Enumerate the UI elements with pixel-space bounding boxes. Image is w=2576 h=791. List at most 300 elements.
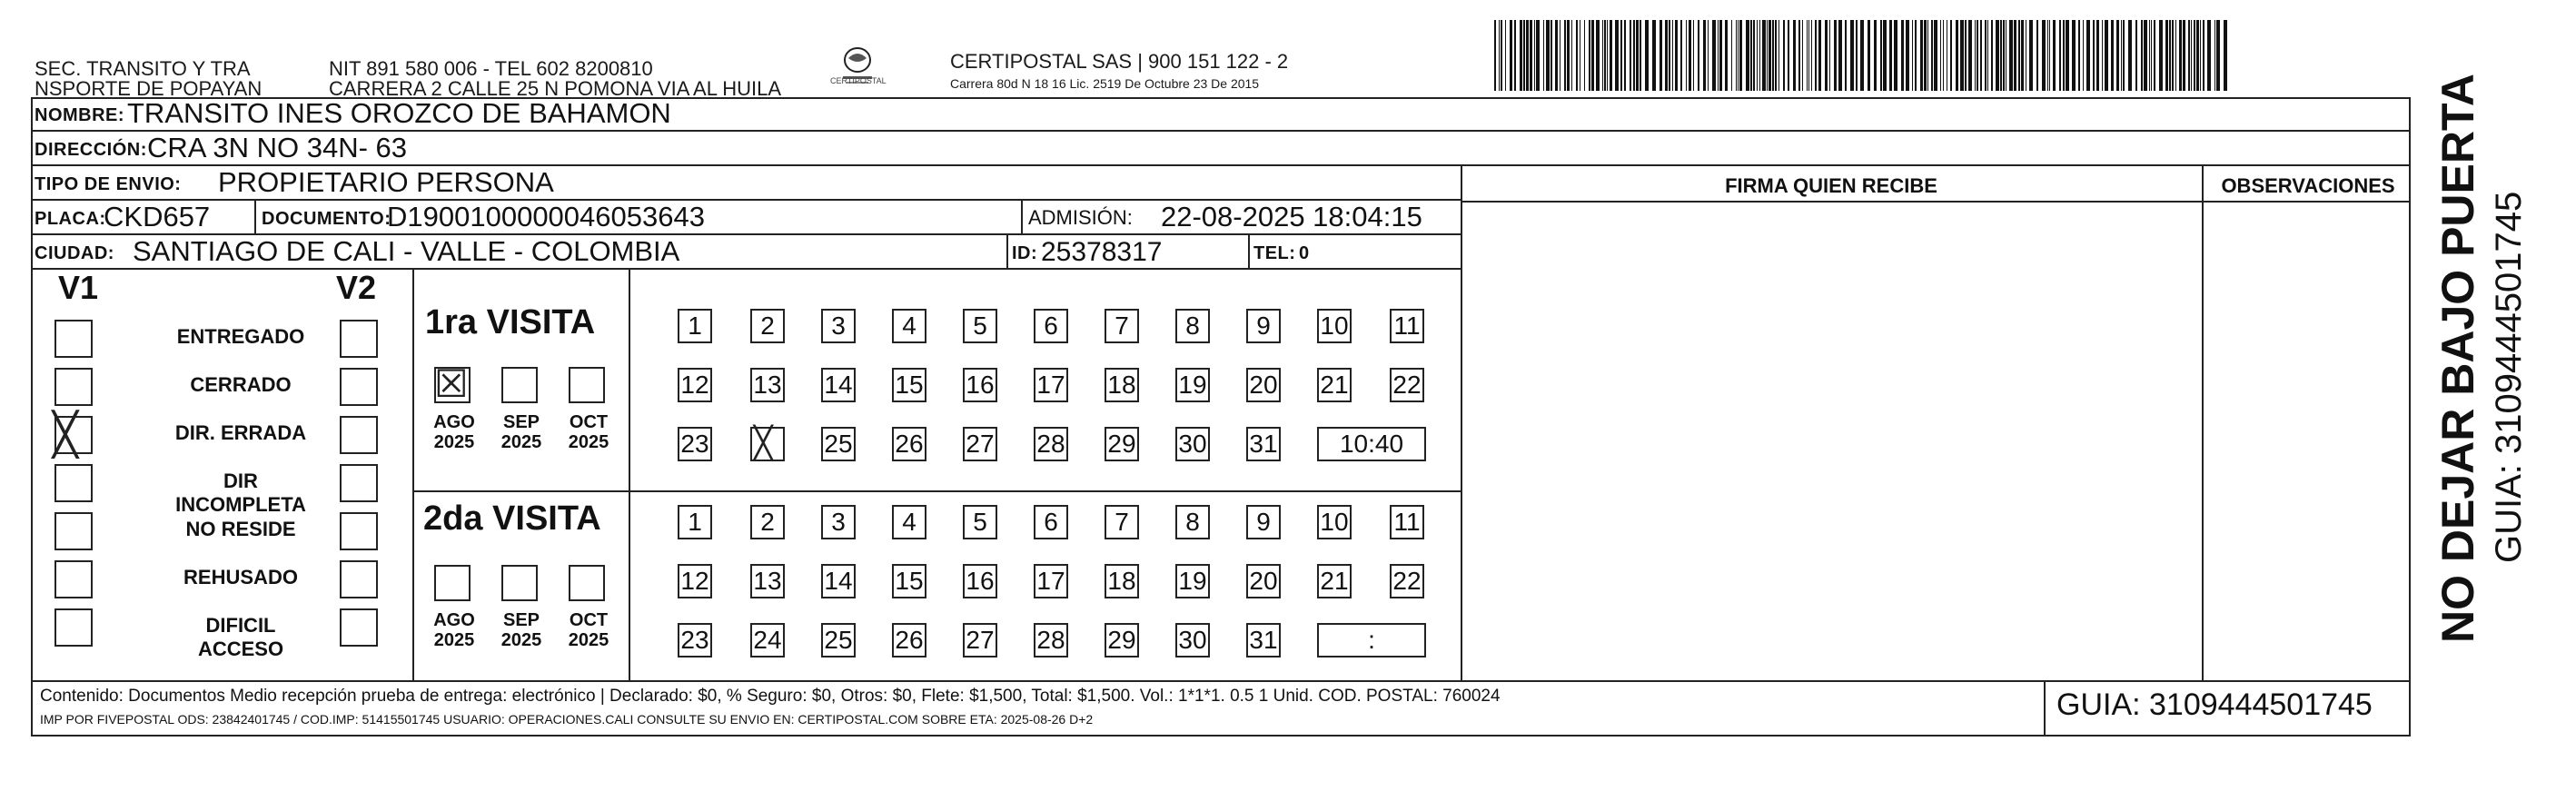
barcode-bar <box>1931 20 1933 91</box>
barcode-bar <box>1802 20 1803 91</box>
barcode-bar <box>1783 20 1785 91</box>
barcode-bar <box>1987 20 1988 91</box>
ciudad-row <box>31 235 1461 270</box>
barcode-bar <box>1640 20 1641 91</box>
barcode-bar <box>2194 20 2195 91</box>
barcode-bar <box>2188 20 2190 91</box>
month-label: SEP 2025 <box>500 610 542 650</box>
barcode-bar <box>1693 20 1694 91</box>
barcode-bar <box>1591 20 1594 91</box>
day-box[interactable]: 11 <box>1390 309 1424 343</box>
barcode-bar <box>2179 20 2182 91</box>
day-box[interactable]: 6 <box>1034 309 1068 343</box>
day-box[interactable]: 31 <box>1246 623 1281 658</box>
barcode-bar <box>1767 20 1768 91</box>
barcode-bar <box>1788 20 1789 91</box>
visit1-title: 1ra VISITA <box>425 303 596 341</box>
placa-label: PLACA: <box>35 209 106 229</box>
day-box[interactable]: 28 <box>1034 427 1068 461</box>
barcode-bar <box>2159 20 2163 91</box>
barcode-bar <box>1977 20 1978 91</box>
signature-area[interactable] <box>1466 205 2198 677</box>
v2-checkbox[interactable] <box>340 608 378 647</box>
status-option-label: NO RESIDE <box>185 518 296 540</box>
barcode-bar <box>2009 20 2013 91</box>
status-divider <box>412 270 414 680</box>
barcode-bar <box>1943 20 1944 91</box>
barcode-bar <box>1607 20 1608 91</box>
barcode-bar <box>1920 20 1923 91</box>
barcode-bar <box>2018 20 2020 91</box>
placa-value: CKD657 <box>104 201 211 232</box>
barcode-bar <box>1834 20 1837 91</box>
barcode-bar <box>1762 20 1766 91</box>
barcode-bar <box>1708 20 1709 91</box>
day-box[interactable]: 27 <box>963 427 997 461</box>
day-box[interactable]: 16 <box>963 564 997 598</box>
barcode-bar <box>1980 20 1982 91</box>
day-box[interactable]: 3 <box>821 309 856 343</box>
barcode-bar <box>1985 20 1986 91</box>
day-box[interactable]: 18 <box>1105 368 1139 402</box>
barcode-bar <box>1536 20 1540 91</box>
day-box[interactable]: 13 <box>750 368 785 402</box>
barcode-bar <box>1555 20 1558 91</box>
tipo-value: PROPIETARIO PERSONA <box>218 166 554 198</box>
barcode-bar <box>1680 20 1682 91</box>
day-box[interactable]: 28 <box>1034 623 1068 658</box>
barcode-bar <box>2165 20 2168 91</box>
barcode-bar <box>2029 20 2033 91</box>
month-label: AGO 2025 <box>433 610 475 650</box>
barcode-bar <box>1686 20 1687 91</box>
barcode-bar <box>1505 20 1506 91</box>
day-box[interactable]: 25 <box>821 623 856 658</box>
day-box[interactable]: 11 <box>1390 505 1424 539</box>
barcode-bar <box>1645 20 1649 91</box>
v1-checkbox[interactable] <box>53 410 93 459</box>
month-checkbox[interactable] <box>501 565 538 601</box>
time-box[interactable]: 10:40 <box>1317 427 1426 461</box>
sender-nit: NIT 891 580 006 - TEL 602 8200810 <box>329 57 653 80</box>
day-box[interactable]: 8 <box>1175 505 1210 539</box>
barcode-bar <box>1927 20 1928 91</box>
barcode-bar <box>1530 20 1532 91</box>
barcode-bar <box>1934 20 1937 91</box>
day-box[interactable]: 17 <box>1034 564 1068 598</box>
day-box[interactable]: 26 <box>892 427 926 461</box>
barcode-bar <box>2154 20 2155 91</box>
status-option-label: REHUSADO <box>183 566 298 588</box>
month-label: OCT 2025 <box>568 610 609 650</box>
barcode-bar <box>2047 20 2048 91</box>
v2-label: V2 <box>336 269 377 306</box>
day-box[interactable]: 3 <box>821 505 856 539</box>
barcode-bar <box>2200 20 2201 91</box>
day-box[interactable]: 30 <box>1175 427 1210 461</box>
barcode-bar <box>1829 20 1830 91</box>
footer-guia: GUIA: 3109444501745 <box>2056 687 2373 722</box>
barcode-bar <box>2128 20 2132 91</box>
barcode-bar <box>1534 20 1535 91</box>
barcode-bar <box>1772 20 1774 91</box>
day-box[interactable]: 15 <box>892 368 926 402</box>
month-checkbox[interactable] <box>501 367 538 403</box>
barcode-bar <box>1746 20 1749 91</box>
day-box[interactable]: 5 <box>963 309 997 343</box>
barcode-bar <box>2066 20 2069 91</box>
v2-checkbox[interactable] <box>340 560 378 598</box>
barcode-bar <box>1811 20 1812 91</box>
barcode-bar <box>1856 20 1858 91</box>
barcode-bar <box>1775 20 1777 91</box>
signature-header-line <box>1461 201 2411 203</box>
day-box[interactable]: 15 <box>892 564 926 598</box>
barcode-bar <box>1915 20 1917 91</box>
barcode-bar <box>1719 20 1722 91</box>
logo-text: CERTIPOSTAL <box>830 76 887 85</box>
footer-top-line <box>31 680 2411 682</box>
barcode-bar <box>2102 20 2103 91</box>
footer-imp-line: IMP POR FIVEPOSTAL ODS: 23842401745 / COD.IMP: 51415501745 USUARIO: OPERACIONES.CALI CONSULTE SU ENVIO EN: CERTIPOSTAL.COM SOBRE ETA: 2025-08-26 D+2 <box>40 712 1094 727</box>
v1-label: V1 <box>58 269 99 306</box>
v1-checkbox[interactable] <box>54 368 93 406</box>
firma-label: FIRMA QUIEN RECIBE <box>1725 174 1937 197</box>
barcode-bar <box>2053 20 2056 91</box>
barcode-bar <box>1523 20 1525 91</box>
day-box[interactable]: 23 <box>678 623 712 658</box>
month-check-mark: ☒ <box>434 361 469 406</box>
barcode-bar <box>1793 20 1796 91</box>
barcode-bar <box>1636 20 1639 91</box>
barcode-bar <box>2175 20 2176 91</box>
day-box[interactable]: 6 <box>1034 505 1068 539</box>
day-box[interactable]: 7 <box>1105 309 1139 343</box>
barcode-bar <box>2093 20 2095 91</box>
barcode-bar <box>1712 20 1716 91</box>
license-line: Carrera 80d N 18 16 Lic. 2519 De Octubre 23 De 2015 <box>950 76 1260 91</box>
v2-checkbox[interactable] <box>340 416 378 454</box>
direccion-label: DIRECCIÓN: <box>35 140 147 160</box>
barcode-bar <box>1660 20 1662 91</box>
v1-checkbox[interactable] <box>54 560 93 598</box>
barcode-bar <box>1815 20 1817 91</box>
barcode-bar <box>1589 20 1590 91</box>
barcode-bar <box>2214 20 2215 91</box>
barcode-bar <box>2063 20 2065 91</box>
barcode-bar <box>2003 20 2005 91</box>
barcode-bar <box>1698 20 1699 91</box>
v1-checkbox[interactable] <box>54 320 93 358</box>
barcode-bar <box>2172 20 2174 91</box>
time-box[interactable]: : <box>1317 623 1426 658</box>
barcode-bar <box>1494 20 1496 91</box>
barcode-bar <box>2224 20 2227 91</box>
barcode-bar <box>2105 20 2108 91</box>
day-box[interactable]: 12 <box>678 368 712 402</box>
status-option-label: DIR. ERRADA <box>174 421 307 444</box>
barcode-bar <box>2049 20 2050 91</box>
ciudad-value: SANTIAGO DE CALI - VALLE - COLOMBIA <box>133 235 680 267</box>
barcode-bar <box>1571 20 1572 91</box>
month-label: AGO 2025 <box>433 412 475 452</box>
barcode-bar <box>1510 20 1512 91</box>
direccion-row <box>31 132 2411 166</box>
day-box[interactable]: 19 <box>1175 368 1210 402</box>
day-box[interactable]: 2 <box>750 505 785 539</box>
barcode-bar <box>1825 20 1828 91</box>
barcode-bar <box>2083 20 2084 91</box>
month-checkbox[interactable] <box>434 565 471 601</box>
barcode-bar <box>1960 20 1964 91</box>
nombre-value: TRANSITO INES OROZCO DE BAHAMON <box>127 97 671 129</box>
barcode-bar <box>2072 20 2076 91</box>
barcode-bar <box>1576 20 1578 91</box>
barcode-bar <box>1736 20 1737 91</box>
barcode-bar <box>2086 20 2090 91</box>
day-box[interactable]: 10 <box>1317 505 1352 539</box>
barcode-bar <box>1630 20 1631 91</box>
barcode-bar <box>1669 20 1670 91</box>
day-box[interactable]: 22 <box>1390 564 1424 598</box>
day-box[interactable]: 19 <box>1175 564 1210 598</box>
barcode-bar <box>1615 20 1619 91</box>
barcode-bar <box>1753 20 1755 91</box>
barcode-bar <box>1950 20 1952 91</box>
tipo-label: TIPO DE ENVIO: <box>35 174 182 194</box>
day-box[interactable]: 2 <box>750 309 785 343</box>
sender-address: CARRERA 2 CALLE 25 N POMONA VIA AL HUILA <box>329 77 782 100</box>
barcode-bar <box>1624 20 1626 91</box>
barcode-bar <box>1798 20 1800 91</box>
status-option-label: DIR INCOMPLETA <box>175 470 306 516</box>
day-box[interactable]: 21 <box>1317 564 1352 598</box>
v2-checkbox[interactable] <box>340 512 378 550</box>
month-checkbox[interactable] <box>434 361 471 406</box>
day-box[interactable]: 12 <box>678 564 712 598</box>
observaciones-label: OBSERVACIONES <box>2221 174 2395 197</box>
barcode-bar <box>2111 20 2114 91</box>
signature-divider <box>1461 166 1462 680</box>
barcode-bar <box>1874 20 1877 91</box>
barcode-bar <box>1818 20 1821 91</box>
barcode-bar <box>1739 20 1742 91</box>
barcode-bar <box>1689 20 1691 91</box>
month-label: OCT 2025 <box>568 412 609 452</box>
barcode-bar <box>1868 20 1870 91</box>
barcode-bar <box>2151 20 2152 91</box>
status-option-label: ENTREGADO <box>176 325 305 348</box>
barcode-bar <box>1738 20 1739 91</box>
barcode-bar <box>2169 20 2171 91</box>
barcode-bar <box>1769 20 1771 91</box>
barcode-bar <box>1808 20 1809 91</box>
barcode-bar <box>1906 20 1909 91</box>
barcode-bar <box>1975 20 1976 91</box>
nombre-row <box>31 97 2411 132</box>
day-box[interactable]: 1 <box>678 505 712 539</box>
barcode-bar <box>1543 20 1544 91</box>
placa-row <box>31 201 1461 235</box>
tel-value: 0 <box>1299 243 1310 263</box>
day-box[interactable]: 24 <box>750 623 785 658</box>
day-box[interactable]: 26 <box>892 623 926 658</box>
admision-value: 22-08-2025 18:04:15 <box>1161 201 1422 232</box>
direccion-value: CRA 3N NO 34N- 63 <box>147 132 407 163</box>
barcode-bar <box>1652 20 1656 91</box>
v1-checkbox[interactable] <box>54 512 93 550</box>
day-box[interactable]: 16 <box>963 368 997 402</box>
day-box[interactable]: 17 <box>1034 368 1068 402</box>
barcode-bar <box>2123 20 2125 91</box>
barcode-bar <box>1860 20 1864 91</box>
barcode-bar <box>1924 20 1927 91</box>
day-box[interactable]: 31 <box>1246 427 1281 461</box>
barcode-bar <box>1807 20 1808 91</box>
visit-month-divider <box>629 270 630 680</box>
month-label: SEP 2025 <box>500 412 542 452</box>
barcode-bar <box>1845 20 1847 91</box>
day-box[interactable]: 25 <box>821 427 856 461</box>
month-checkbox[interactable] <box>569 367 605 403</box>
barcode-bar <box>1610 20 1612 91</box>
day-box[interactable]: 18 <box>1105 564 1139 598</box>
barcode-bar <box>1665 20 1668 91</box>
barcode-bar <box>1757 20 1758 91</box>
day-box[interactable]: 27 <box>963 623 997 658</box>
company-line: CERTIPOSTAL SAS | 900 151 122 - 2 <box>950 50 1289 73</box>
barcode-bar <box>2021 20 2024 91</box>
observaciones-area[interactable] <box>2207 205 2407 677</box>
id-label: ID: <box>1012 243 1038 263</box>
barcode-bar <box>2191 20 2192 91</box>
v2-checkbox[interactable] <box>340 320 378 358</box>
footer-contenido: Contenido: Documentos Medio recepción prueba de entrega: electrónico | Declarado: $0, % Seguro: $0, Otros: $0, Flete: $1,500, Total: $1,500. Vol.: 1*1*1. 0.5 1 Unid. COD. POSTAL: 760024 <box>40 687 1501 706</box>
no-dejar-bajo-puerta: NO DEJAR BAJO PUERTA <box>2432 74 2483 643</box>
day-box[interactable]: 5 <box>963 505 997 539</box>
barcode-bar <box>2207 20 2211 91</box>
day-box[interactable]: 21 <box>1317 368 1352 402</box>
barcode-bar <box>2000 20 2002 91</box>
day-box[interactable]: 14 <box>821 368 856 402</box>
ciudad-label: CIUDAD: <box>35 243 114 263</box>
day-box[interactable]: 9 <box>1246 505 1281 539</box>
day-box[interactable]: 23 <box>678 427 712 461</box>
barcode-bar <box>1991 20 1993 91</box>
day-box[interactable]: 30 <box>1175 623 1210 658</box>
v1-checkbox[interactable] <box>54 608 93 647</box>
visit-divider <box>412 490 1461 492</box>
barcode-bar <box>1546 20 1550 91</box>
id-value: 25378317 <box>1041 237 1163 267</box>
barcode-bar <box>2078 20 2080 91</box>
barcode-bar <box>2116 20 2119 91</box>
barcode-bar <box>1912 20 1913 91</box>
barcode-bar <box>2216 20 2220 91</box>
day-box[interactable]: 4 <box>892 309 926 343</box>
barcode-bar <box>1759 20 1760 91</box>
barcode-bar <box>2203 20 2204 91</box>
barcode <box>1494 20 2232 91</box>
barcode-bar <box>2141 20 2143 91</box>
barcode-bar <box>1501 20 1502 91</box>
day-box[interactable]: 4 <box>892 505 926 539</box>
day-box[interactable]: 9 <box>1246 309 1281 343</box>
barcode-bar <box>2014 20 2016 91</box>
barcode-bar <box>1883 20 1887 91</box>
day-box[interactable]: 13 <box>750 564 785 598</box>
day-box[interactable]: 8 <box>1175 309 1210 343</box>
barcode-bar <box>2196 20 2199 91</box>
barcode-bar <box>1633 20 1635 91</box>
barcode-bar <box>1731 20 1732 91</box>
barcode-bar <box>1850 20 1854 91</box>
month-checkbox[interactable] <box>569 565 605 601</box>
v2-checkbox[interactable] <box>340 464 378 502</box>
barcode-bar <box>2183 20 2185 91</box>
visit2-title: 2da VISITA <box>423 499 601 538</box>
barcode-bar <box>1996 20 1999 91</box>
barcode-bar <box>1880 20 1882 91</box>
barcode-bar <box>1514 20 1516 91</box>
barcode-bar <box>2121 20 2122 91</box>
day-box[interactable]: 14 <box>821 564 856 598</box>
barcode-bar <box>1718 20 1719 91</box>
tel-label: TEL: <box>1253 243 1296 263</box>
barcode-bar <box>1602 20 1603 91</box>
barcode-bar <box>2149 20 2150 91</box>
day-box[interactable]: 29 <box>1105 623 1139 658</box>
nombre-label: NOMBRE: <box>35 105 125 125</box>
barcode-bar <box>1551 20 1552 91</box>
barcode-bar <box>2042 20 2046 91</box>
barcode-bar <box>1672 20 1673 91</box>
documento-label: DOCUMENTO: <box>262 209 391 229</box>
barcode-bar <box>1778 20 1779 91</box>
barcode-bar <box>2135 20 2137 91</box>
barcode-bar <box>1520 20 1522 91</box>
barcode-bar <box>1889 20 1892 91</box>
side-guia: GUIA: 3109444501745 <box>2489 191 2529 563</box>
barcode-bar <box>1620 20 1622 91</box>
v1-check-mark: ╳ <box>53 410 78 459</box>
barcode-bar <box>1956 20 1958 91</box>
status-option-label: DIFICIL ACCESO <box>197 614 284 660</box>
barcode-bar <box>1567 20 1570 91</box>
barcode-bar <box>1499 20 1500 91</box>
barcode-bar <box>1675 20 1678 91</box>
footer-guia-divider <box>2044 682 2046 735</box>
barcode-bar <box>1968 20 1972 91</box>
day-box[interactable]: 10 <box>1317 309 1352 343</box>
day-box[interactable]: 22 <box>1390 368 1424 402</box>
barcode-bar <box>1564 20 1566 91</box>
day-box[interactable]: 20 <box>1246 564 1281 598</box>
v1-checkbox[interactable] <box>54 464 93 502</box>
day-box[interactable] <box>750 427 785 461</box>
day-box[interactable]: 1 <box>678 309 712 343</box>
barcode-bar <box>2036 20 2038 91</box>
barcode-bar <box>2096 20 2099 91</box>
barcode-bar <box>2059 20 2061 91</box>
v2-checkbox[interactable] <box>340 368 378 406</box>
day-box[interactable]: 20 <box>1246 368 1281 402</box>
day-box[interactable]: 29 <box>1105 427 1139 461</box>
barcode-bar <box>1901 20 1904 91</box>
barcode-bar <box>1965 20 1967 91</box>
tipo-row <box>31 166 1461 201</box>
day-box[interactable]: 7 <box>1105 505 1139 539</box>
